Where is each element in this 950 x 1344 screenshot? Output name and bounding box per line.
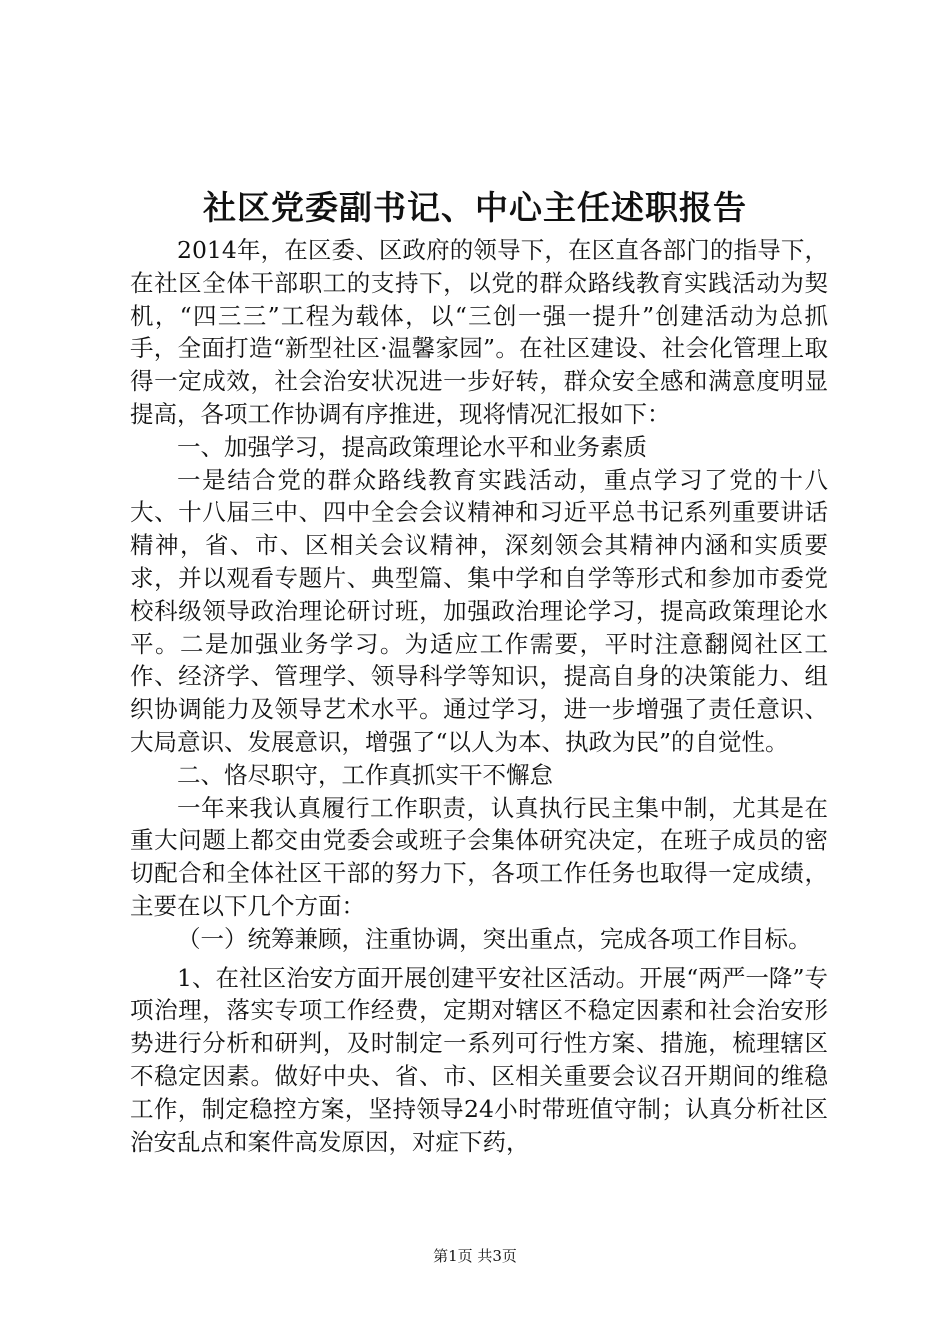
intro-paragraph: 2014年，在区委、区政府的领导下，在区直各部门的指导下，在社区全体干部职工的支持下，以党的群众路线教育实践活动为契机，“四三三”工程为载体，以“三创一强一提升”创建活动为总抓手，全面打造“新型社区·温馨家园”。在社区建设、社会化管理上取得一定成效，社会治安状况进一步好转，群众安全感和满意度明显提高，各项工作协调有序推进，现将情况汇报如下： — [130, 236, 828, 428]
section-heading-2: 二、恪尽职守，工作真抓实干不懈怠 — [177, 760, 553, 789]
security-paragraph: 1、在社区治安方面开展创建平安社区活动。开展“两严一降”专项治理，落实专项工作经费，定期对辖区不稳定因素和社会治安形势进行分析和研判，及时制定一系列可行性方案、措施，梳理辖区不稳定因素。做好中央、省、市、区相关重要会议召开期间的维稳工作，制定稳控方案，坚持领导24小时带班值守制；认真分析社区治安乱点和案件高发原因，对症下药， — [130, 963, 828, 1156]
document-title: 社区党委副书记、中心主任述职报告 — [203, 188, 747, 227]
duty-paragraph: 一年来我认真履行工作职责，认真执行民主集中制，尤其是在重大问题上都交由党委会或班子会集体研究决定，在班子成员的密切配合和全体社区干部的努力下，各项工作任务也取得一定成绩，主要在以下几个方面： — [130, 793, 828, 920]
page-number-footer: 第1页 共3页 — [433, 1247, 517, 1265]
document-body — [130, 234, 828, 1158]
study-paragraph: 一是结合党的群众路线教育实践活动，重点学习了党的十八大、十八届三中、四中全会会议精神和习近平总书记系列重要讲话精神，省、市、区相关会议精神，深刻领会其精神内涵和实质要求，并以观看专题片、典型篇、集中学和自学等形式和参加市委党校科级领导政治理论研讨班，加强政治理论学习，提高政策理论水平。二是加强业务学习。为适应工作需要，平时注意翻阅社区工作、经济学、管理学、领导科学等知识，提高自身的决策能力、组织协调能力及领导艺术水平。通过学习，进一步增强了责任意识、大局意识、发展意识，增强了“以人为本、执政为民”的自觉性。 — [130, 465, 828, 756]
subsection-heading-1: （一）统筹兼顾，注重协调，突出重点，完成各项工作目标。 — [177, 924, 812, 953]
section-heading-1: 一、加强学习，提高政策理论水平和业务素质 — [177, 432, 647, 461]
